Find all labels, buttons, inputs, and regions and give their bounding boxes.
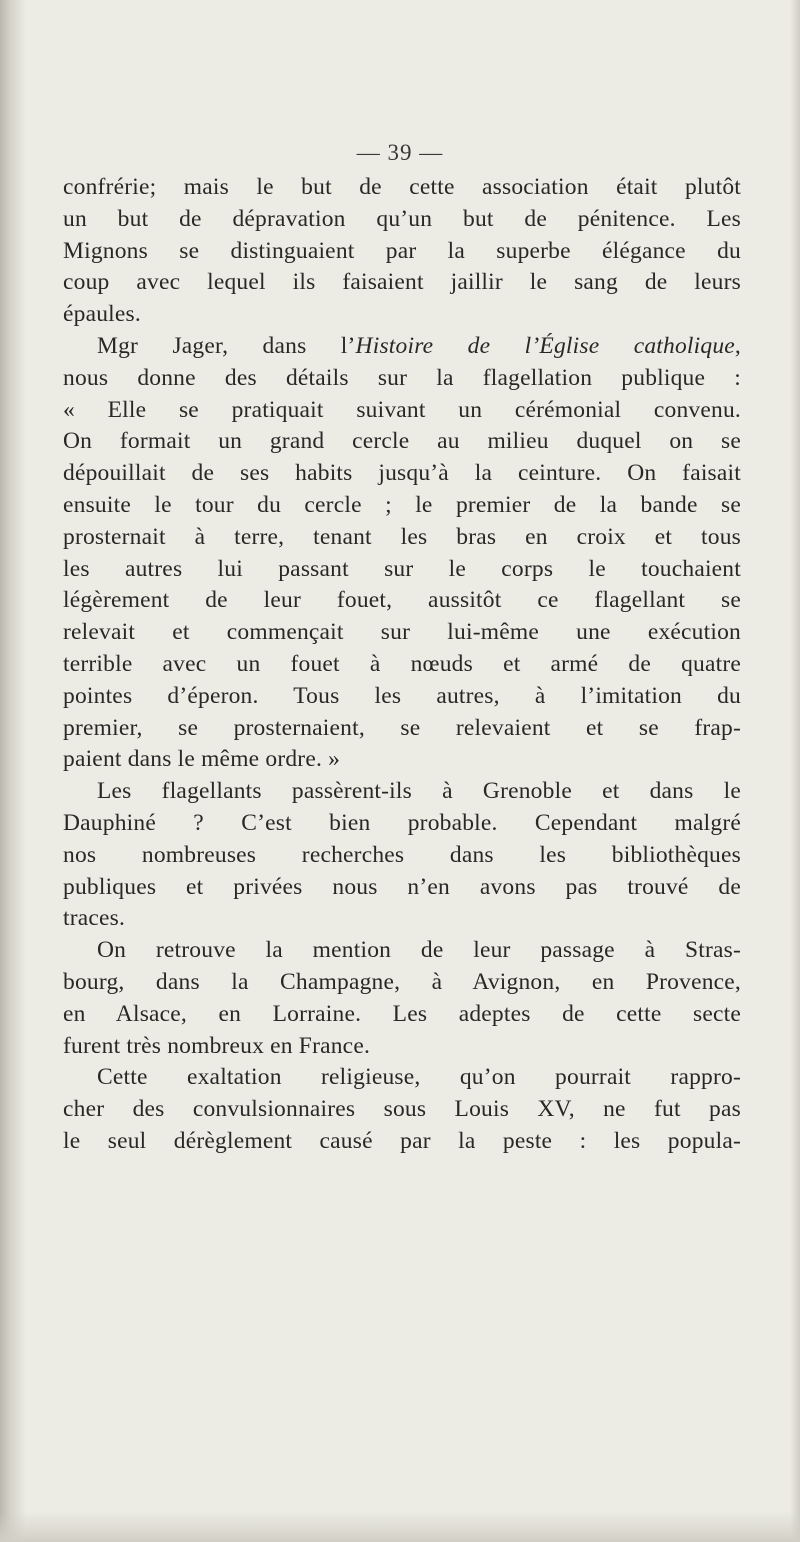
text-line: dépouillait de ses habits jusqu’à la ceinture. On faisait [63,460,741,487]
text-line: On retrouve la mention de leur passage à Stras- [97,937,741,964]
text-line: ensuite le tour du cercle ; le premier de la bande se [63,491,741,518]
text-line: nous donne des détails sur la flagellation publique : [63,364,741,391]
text-line: relevait et commençait sur lui-même une exécution [63,619,741,646]
text-line: nos nombreuses recherches dans les bibliothèques [63,841,741,868]
citation-author: Mgr Jager, dans l’ [97,332,356,359]
text-line: Mignons se distinguaient par la superbe élégance du [63,237,741,264]
text-line: cher des convulsionnaires sous Louis XV, ne fut pas [63,1096,741,1123]
text-line: Les flagellants passèrent-ils à Grenoble et dans le [97,778,741,805]
text-line: publiques et privées nous n’en avons pas trouvé de [63,873,741,900]
text-line: un but de dépravation qu’un but de pénitence. Les [63,205,741,232]
citation-punct: , [734,332,741,359]
text-line: paient dans le même ordre. » [63,746,341,773]
text-line: en Alsace, en Lorraine. Les adeptes de cette secte [63,1000,741,1027]
page-edge-shadow-left [0,0,26,1542]
text-line: légèrement de leur fouet, aussitôt ce flagellant se [63,587,741,614]
text-line: bourg, dans la Champagne, à Avignon, en Provence, [63,968,741,995]
text-line: coup avec lequel ils faisaient jaillir le sang de leurs [63,269,741,296]
text-line: Cette exaltation religieuse, qu’on pourrait rappro- [97,1064,741,1091]
text-line: pointes d’éperon. Tous les autres, à l’imitation du [63,682,741,709]
text-line: On formait un grand cercle au milieu duquel on se [63,428,741,455]
text-line: traces. [63,905,126,932]
page-edge-shadow-bottom [0,1512,800,1542]
body-text [63,172,741,1158]
text-line: prosternait à terre, tenant les bras en croix et tous [63,523,741,550]
text-line: « Elle se pratiquait suivant un cérémonial convenu. [63,396,741,423]
text-line: le seul dérèglement causé par la peste : les popula- [63,1127,741,1154]
book-title: Histoire de l’Église catholique [355,332,735,359]
text-line: confrérie; mais le but de cette association était plutôt [63,174,741,200]
text-line: terrible avec un fouet à nœuds et armé de quatre [63,650,741,677]
text-line-citation [63,331,741,363]
text-line: furent très nombreux en France. [63,1032,371,1059]
text-line: épaules. [63,301,141,328]
text-line: les autres lui passant sur le corps le touchaient [63,555,741,582]
page-edge-shadow-right [790,0,800,1542]
text-line: Dauphiné ? C’est bien probable. Cependant malgré [63,809,741,836]
page-number: — 39 — [356,140,444,165]
text-line: premier, se prosternaient, se relevaient et se frap- [63,714,741,741]
